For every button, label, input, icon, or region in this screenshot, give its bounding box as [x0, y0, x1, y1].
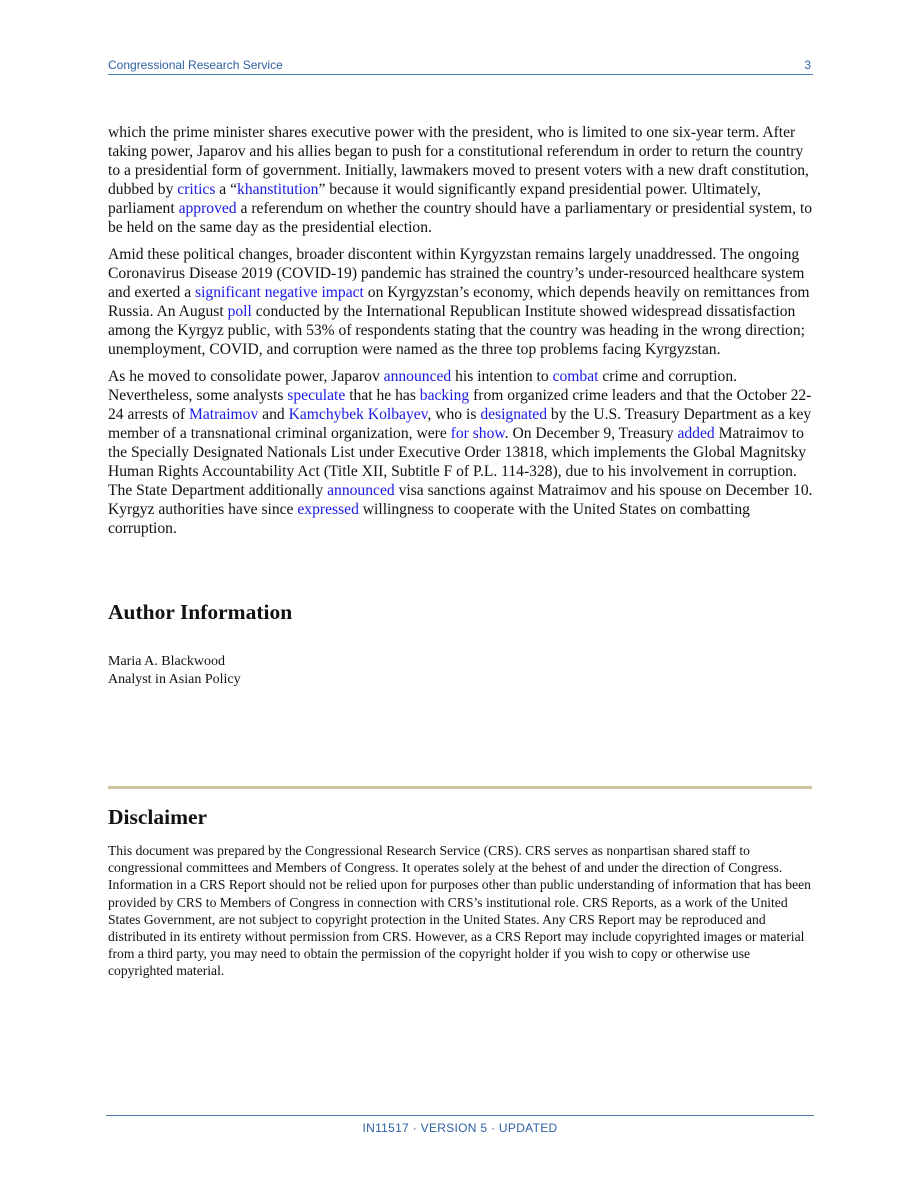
text-run: Matraimov to the Specially Designated Nationals List under Executive Order 13818, which implements the Global Magnitsky Human Rights Accountability Act (Title XII, Subtitle F of P.L. 114-328), due to his involvement in corruption. The State Department additionally	[108, 425, 807, 499]
hyperlink-expressed[interactable]: expressed	[297, 501, 359, 518]
author-heading: Author Information	[108, 600, 293, 624]
paragraph	[108, 123, 814, 237]
hyperlink-kamchybek-kolbayev[interactable]: Kamchybek Kolbayev	[288, 406, 428, 423]
hyperlink-significant-negative-impact[interactable]: significant negative impact	[195, 284, 364, 301]
author-name: Maria A. Blackwood	[108, 654, 226, 669]
text-run: Amid these political changes, broader discontent within Kyrgyzstan remains largely unaddressed. The ongoing Coronavirus Disease 2019 (COVID-19) pandemic has strained the country’s under-resourced healthcare system and exerted a	[108, 246, 805, 301]
hyperlink-announced[interactable]: announced	[383, 368, 452, 385]
text-run: a “	[215, 181, 238, 198]
text-run: by the U.S. Treasury Department as a key member of a transnational criminal organization, were	[108, 406, 812, 442]
hyperlink-for-show[interactable]: for show	[450, 425, 505, 442]
disclaimer-text: This document was prepared by the Congressional Research Service (CRS). CRS serves as nonpartisan shared staff to congressional committees and Members of Congress. It operates solely at the behest of and under the direction of Congress. Information in a CRS Report should not be relied upon for purposes other than public understanding of information that has been provided by CRS to Members of Congress in connection with CRS’s institutional role. CRS Reports, as a work of the United States Government, are not subject to copyright protection in the United States. Any CRS Report may be reproduced and distributed in its entirety without permission from CRS. However, as a CRS Report may include copyrighted images or material from a third party, you may need to obtain the permission of the copyright holder if you wish to copy or otherwise use copyrighted material.	[108, 843, 811, 979]
text-run: which the prime minister shares executive power with the president, who is limited to one six-year term. After taking power, Japarov and his allies began to push for a constitutional referendum in order to return the country to a presidential form of government. Initially, lawmakers moved to present voters with a new draft constitution, dubbed by	[108, 124, 809, 198]
hyperlink-designated[interactable]: designated	[480, 406, 547, 423]
text-run: from organized crime leaders and that the October 22-24 arrests of	[108, 387, 812, 423]
hyperlink-announced[interactable]: announced	[327, 482, 395, 499]
page-header	[108, 58, 813, 75]
header-page-number: 3	[804, 58, 811, 72]
text-run: willingness to cooperate with the United States on combatting corruption.	[108, 501, 750, 537]
text-run: visa sanctions against Matraimov and his spouse on December 10. Kyrgyz authorities have since	[108, 482, 813, 518]
text-run: that he has	[345, 387, 420, 404]
text-run: on Kyrgyzstan’s economy, which depends heavily on remittances from Russia. An August	[108, 284, 810, 320]
hyperlink-backing[interactable]: backing	[419, 387, 470, 404]
paragraph	[108, 245, 814, 359]
text-run: and	[258, 406, 289, 423]
text-run: , who is	[427, 406, 481, 423]
author-title: Analyst in Asian Policy	[108, 671, 241, 687]
footer-divider	[106, 1115, 814, 1116]
hyperlink-combat[interactable]: combat	[552, 368, 599, 385]
author-block	[108, 653, 241, 688]
section-divider	[108, 786, 812, 789]
text-run: ” because it would significantly expand presidential power. Ultimately, parliament	[108, 181, 761, 217]
hyperlink-critics[interactable]: critics	[177, 181, 216, 198]
header-org: Congressional Research Service	[108, 58, 283, 72]
body-text	[108, 123, 814, 546]
hyperlink-added[interactable]: added	[677, 425, 715, 442]
footer-version: IN11517 · VERSION 5 · UPDATED	[362, 1121, 558, 1135]
hyperlink-poll[interactable]: poll	[227, 303, 252, 320]
text-run: . On December 9, Treasury	[504, 425, 678, 442]
text-run: his intention to	[451, 368, 553, 385]
text-run: conducted by the International Republican Institute showed widespread dissatisfaction among the Kyrgyz public, with 53% of respondents stating that the country was heading in the wrong direction; unemployment, COVID, and corruption were named as the three top problems facing Kyrgyzstan.	[108, 303, 805, 358]
text-run: a referendum on whether the country should have a parliamentary or presidential system, to be held on the same day as the presidential election.	[108, 200, 813, 236]
hyperlink-approved[interactable]: approved	[178, 200, 237, 217]
disclaimer-heading: Disclaimer	[108, 805, 208, 829]
hyperlink-khanstitution[interactable]: khanstitution	[237, 181, 319, 198]
paragraph	[108, 367, 814, 538]
text-run: As he moved to consolidate power, Japarov	[108, 368, 384, 385]
hyperlink-matraimov[interactable]: Matraimov	[188, 406, 259, 423]
hyperlink-speculate[interactable]: speculate	[287, 387, 346, 404]
text-run: crime and corruption. Nevertheless, some analysts	[108, 368, 738, 404]
